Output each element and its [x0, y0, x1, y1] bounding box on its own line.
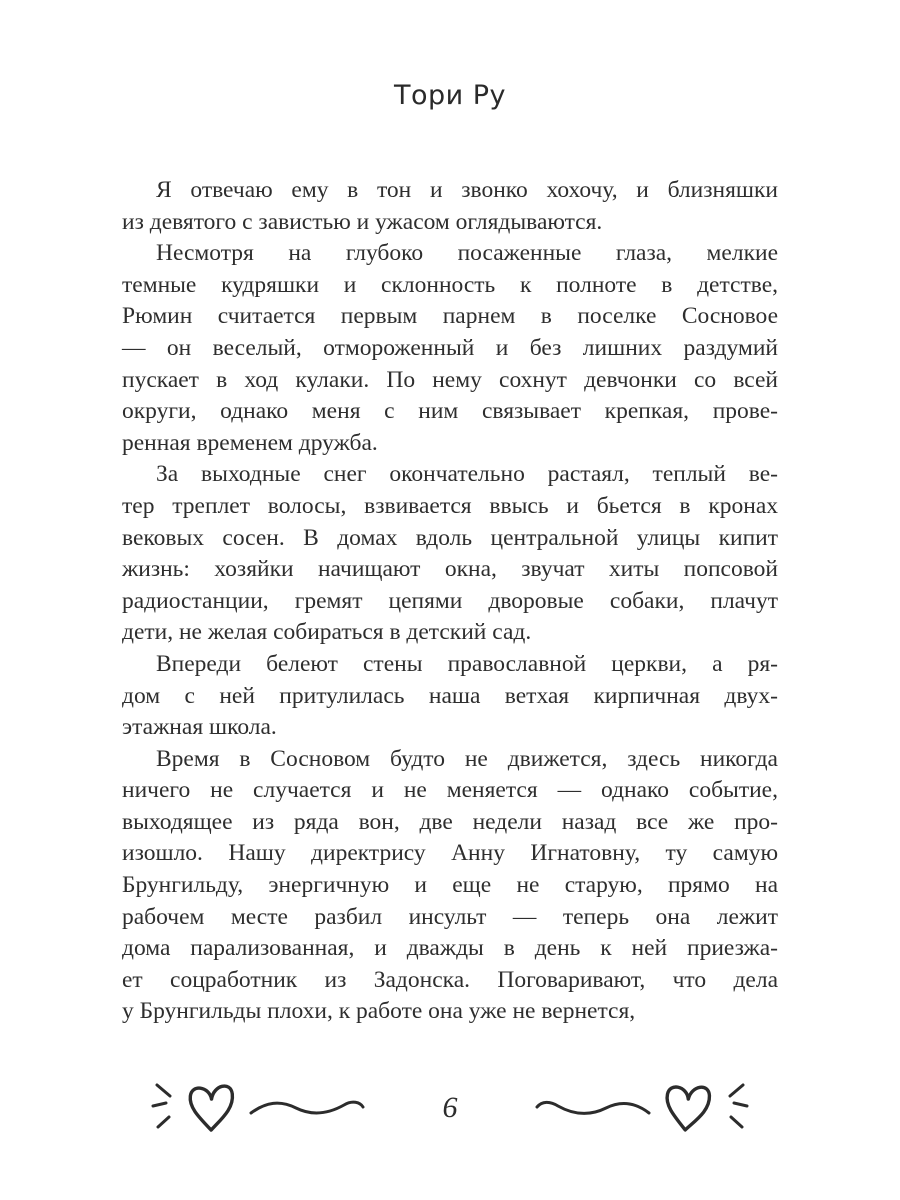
- text-line: из девятого с завистью и ужасом оглядываются.: [122, 208, 603, 235]
- text-line: Брунгильду, энергичную и еще не старую, прямо на: [122, 872, 778, 899]
- wavy-line-icon: [248, 1095, 366, 1121]
- text-line: ренная временем дружба.: [122, 429, 378, 456]
- text-line: Впереди белеют стены православной церкви, а ря-: [156, 650, 778, 677]
- text-line: тер треплет волосы, взвивается ввысь и бьется в кронах: [122, 492, 778, 519]
- text-line: темные кудряшки и склонность к полноте в детстве,: [122, 271, 778, 298]
- text-line: дома парализованная, и дважды в день к ней приезжа-: [122, 935, 778, 962]
- page-footer: [0, 1078, 900, 1138]
- text-line: дом с ней притулилась наша ветхая кирпичная двух-: [122, 682, 778, 709]
- page-number: 6: [442, 1091, 458, 1124]
- text-line: Несмотря на глубоко посаженные глаза, мелкие: [156, 240, 778, 267]
- footer-right-ornament: [534, 1078, 750, 1138]
- heart-icon: [182, 1077, 241, 1140]
- text-line: — он веселый, отмороженный и без лишних раздумий: [122, 334, 778, 361]
- text-line: За выходные снег окончательно растаял, теплый ве-: [156, 461, 778, 488]
- text-line: изошло. Нашу директрису Анну Игнатовну, ту самую: [122, 840, 778, 867]
- heart-icon: [659, 1077, 717, 1139]
- text-line: округи, однако меня с ним связывает крепкая, прове-: [122, 398, 778, 425]
- text-line: радиостанции, гремят цепями дворовые собаки, плачут: [122, 587, 778, 614]
- text-line: этажная школа.: [122, 714, 277, 741]
- sparkle-rays-right-icon: [724, 1079, 750, 1137]
- text-line: ничего не случается и не меняется — однако событие,: [122, 777, 778, 804]
- text-line: выходящее из ряда вон, две недели назад все же про-: [122, 808, 778, 835]
- footer-left-ornament: [150, 1078, 366, 1138]
- text-line: пускает в ход кулаки. По нему сохнут девчонки со всей: [122, 366, 778, 393]
- body-text: [122, 175, 778, 1028]
- text-line: Время в Сосновом будто не движется, здесь никогда: [156, 745, 778, 772]
- text-line: дети, не желая собираться в детский сад.: [122, 619, 532, 646]
- running-head-author: Тори Ру: [393, 80, 507, 111]
- sparkle-rays-left-icon: [150, 1079, 176, 1137]
- text-line: рабочем месте разбил инсульт — теперь она лежит: [122, 903, 778, 930]
- text-line: ет соцработник из Задонска. Поговаривают, что дела: [122, 966, 778, 993]
- text-line: у Брунгильды плохи, к работе она уже не вернется,: [122, 998, 636, 1025]
- wavy-line-icon: [534, 1095, 652, 1121]
- text-line: вековых сосен. В домах вдоль центральной улицы кипит: [122, 524, 778, 551]
- text-line: жизнь: хозяйки начищают окна, звучат хиты попсовой: [122, 556, 778, 583]
- text-line: Рюмин считается первым парнем в поселке Сосновое: [122, 303, 778, 330]
- text-line: Я отвечаю ему в тон и звонко хохочу, и близняшки: [156, 177, 778, 203]
